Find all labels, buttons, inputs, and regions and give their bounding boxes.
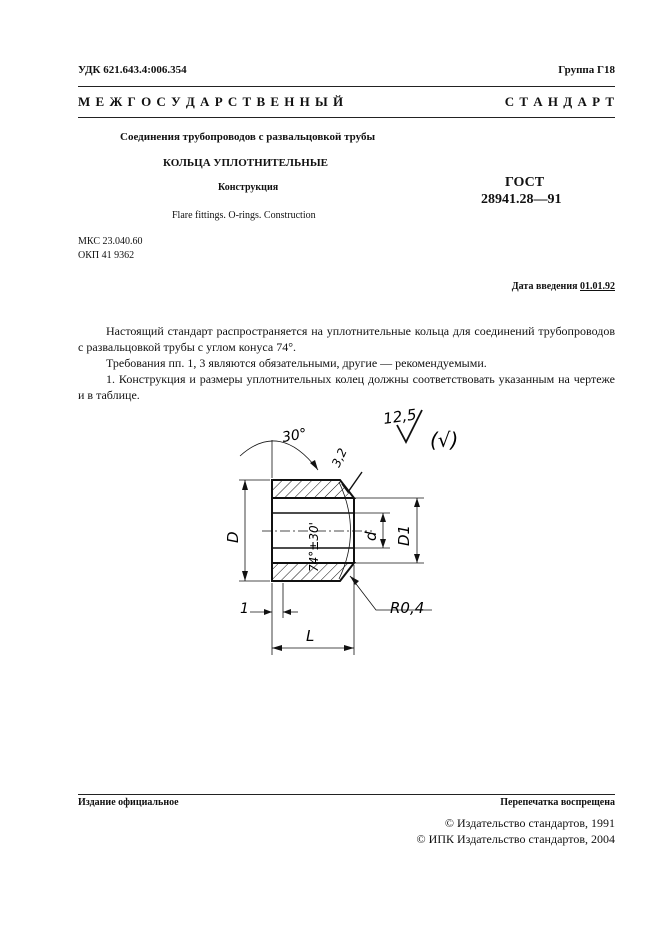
arrow-icon	[380, 539, 386, 548]
title-line2: КОЛЬЦА УПЛОТНИТЕЛЬНЫЕ	[163, 157, 328, 169]
arrow-icon	[344, 645, 354, 651]
paragraph-construction: 1. Конструкция и размеры уплотнительных колец должны соответствовать указанным на чертеже и в таблице.	[78, 372, 615, 402]
reprint-label: Перепечатка воспрещена	[500, 797, 615, 808]
arrow-icon	[350, 576, 359, 585]
angle-arc-30	[240, 441, 318, 470]
group-code: Группа Г18	[558, 64, 615, 76]
copyright-1991: © Издательство стандартов, 1991	[444, 816, 615, 830]
chamfer-roughness-label: 3,2	[329, 446, 350, 470]
intro-date-label: Дата введения	[511, 281, 578, 292]
arrow-icon	[283, 609, 291, 615]
gost-label: ГОСТ	[505, 175, 545, 190]
roughness-mark-icon	[342, 472, 362, 492]
cone-angle-label: 74°±30'	[307, 522, 321, 572]
arrow-icon	[380, 513, 386, 522]
banner-standard: С Т А Н Д А Р Т	[504, 94, 615, 109]
title-line3: Конструкция	[218, 182, 279, 193]
gost-number: 28941.28—91	[481, 192, 562, 207]
edition-label: Издание официальное	[78, 797, 179, 808]
roughness-value: 12,5	[382, 405, 418, 428]
copyright-2004: © ИПК Издательство стандартов, 2004	[416, 832, 615, 846]
arrow-icon	[242, 480, 248, 490]
arrow-icon	[242, 571, 248, 581]
paragraph-requirements: Требования пп. 1, 3 являются обязательными, другие — рекомендуемыми.	[106, 356, 487, 370]
title-english: Flare fittings. O-rings. Construction	[172, 210, 316, 221]
dim-label-1: 1	[240, 601, 249, 617]
intro-date-value: 01.01.92	[580, 281, 615, 292]
okp-code: ОКП 41 9362	[78, 250, 135, 261]
footer-rule	[78, 794, 615, 795]
paragraph-scope: Настоящий стандарт распространяется на уплотнительные кольца для соединений трубопроводов с развальцовкой трубы с углом конуса 74°.	[78, 324, 615, 354]
title-line1: Соединения трубопроводов с развальцовкой трубы	[120, 131, 376, 143]
roughness-secondary: (√)	[430, 428, 459, 452]
udc-code: УДК 621.643.4:006.354	[78, 64, 187, 76]
dim-label-L: L	[306, 627, 315, 645]
dim-label-d: d	[362, 531, 380, 541]
arrow-icon	[264, 609, 272, 615]
radius-label: R0,4	[390, 599, 425, 617]
arrow-icon	[414, 498, 420, 507]
angle-label-30: 30°	[280, 425, 309, 446]
dim-label-D1: D1	[395, 524, 413, 546]
arrow-icon	[414, 554, 420, 563]
mks-code: МКС 23.040.60	[78, 236, 143, 247]
dim-label-D: D	[224, 531, 242, 543]
banner-interstate: М Е Ж Г О С У Д А Р С Т В Е Н Н Ы Й	[78, 94, 345, 109]
arrow-icon	[272, 645, 282, 651]
